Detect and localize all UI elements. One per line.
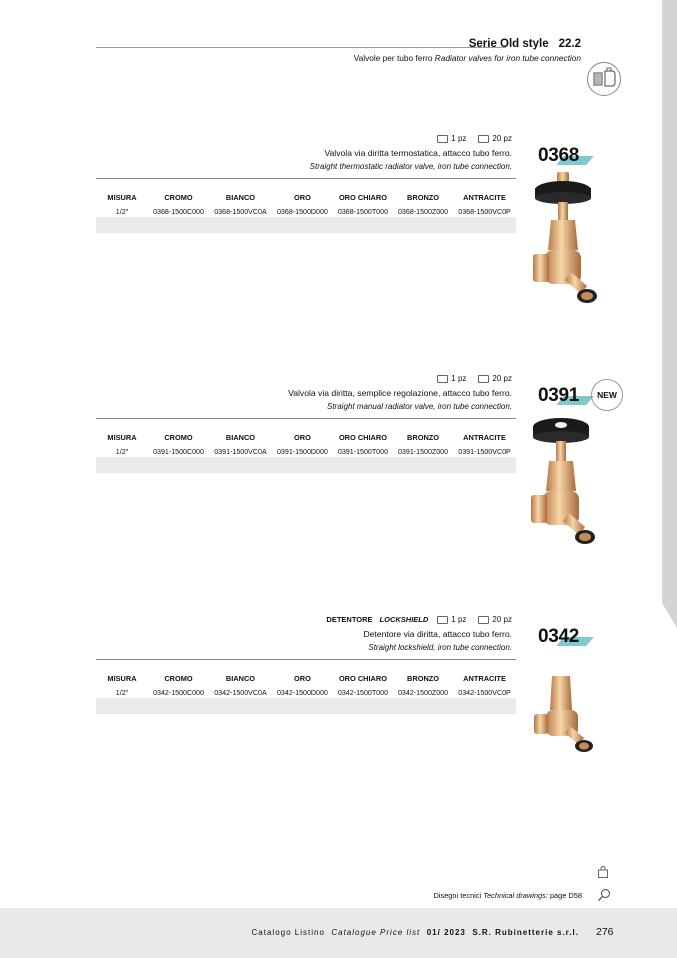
col-misura: MISURA — [107, 432, 137, 442]
side-index-tab — [662, 0, 677, 628]
box-icon — [437, 375, 448, 383]
box-icon — [437, 616, 448, 624]
radiator-valve-icon — [587, 62, 621, 96]
box-icon — [437, 135, 448, 143]
lockshield-image — [532, 672, 594, 764]
col-bronzo: BRONZO — [407, 432, 440, 442]
col-bronzo: BRONZO — [407, 673, 440, 683]
col-bianco: BIANCO — [225, 192, 256, 202]
bag-icon[interactable] — [597, 866, 609, 878]
col-oro: ORO — [294, 192, 311, 202]
col-misura: MISURA — [107, 192, 137, 202]
table-header-row — [96, 189, 516, 205]
product-code: 0342 — [538, 626, 580, 647]
page-number: 276 — [596, 926, 614, 938]
table-header-row — [96, 429, 516, 445]
table-band — [96, 457, 516, 473]
series-subtitle: Valvole per tubo ferro Radiator valves for iron tube connection — [353, 53, 581, 63]
footer-text: Catalogo Listino Catalogue Price list 01/ 2023 S.R. Rubinetterie s.r.l. — [251, 928, 579, 937]
product-description-en: Straight manual radiator valve, iron tube connection. — [327, 402, 512, 411]
section-rule — [96, 659, 516, 660]
col-antracite: ANTRACITE — [463, 673, 506, 683]
product-code: 0368 — [538, 145, 580, 166]
new-badge: NEW — [591, 379, 623, 411]
product-description-en: Straight thermostatic radiator valve, iron tube connection. — [309, 162, 512, 171]
header-rule — [96, 47, 506, 48]
series-name: Serie Old style — [468, 38, 549, 50]
carton-icon — [478, 616, 489, 624]
table-band — [96, 698, 516, 714]
carton-icon — [478, 375, 489, 383]
packaging-info: 1 pz 20 pz — [437, 374, 512, 383]
packaging-info: DETENTORE LOCKSHIELD 1 pz 20 pz — [326, 615, 512, 624]
manual-valve-image — [525, 415, 597, 555]
technical-drawings-ref: Disegni tecnici Technical drawings: page D58 — [433, 891, 582, 900]
section-rule — [96, 178, 516, 179]
code-table-0391 — [96, 429, 516, 458]
series-title — [469, 38, 581, 50]
col-misura: MISURA — [107, 673, 137, 683]
product-description-it: Valvola via diritta, semplice regolazione, attacco tubo ferro. — [288, 388, 512, 398]
table-header-row — [96, 670, 516, 686]
col-bronzo: BRONZO — [407, 192, 440, 202]
table-row: 1/2" 0391-1500C000 0391-1500VC0A 0391-1500D000 0391-1500T000 0391-1500Z000 0391-1500VC0P — [115, 447, 511, 456]
col-cromo: CROMO — [164, 192, 193, 202]
carton-icon — [478, 135, 489, 143]
lockshield-label-en: LOCKSHIELD — [379, 615, 429, 624]
code-table-0342 — [96, 670, 516, 699]
col-oro-chiaro: ORO CHIARO — [338, 192, 387, 202]
product-description-it: Detentore via diritta, attacco tubo ferro. — [363, 629, 512, 639]
col-antracite: ANTRACITE — [463, 192, 506, 202]
packaging-info: 1 pz 20 pz — [437, 134, 512, 143]
product-description-en: Straight lockshield, iron tube connection. — [368, 643, 512, 652]
table-row: 1/2" 0368-1500C000 0368-1500VC0A 0368-1500D000 0368-1500T000 0368-1500Z000 0368-1500VC0P — [115, 207, 511, 216]
code-table-0368 — [96, 189, 516, 218]
col-oro-chiaro: ORO CHIARO — [338, 432, 387, 442]
col-bianco: BIANCO — [225, 432, 256, 442]
table-row: 1/2" 0342-1500C000 0342-1500VC0A 0342-1500D000 0342-1500T000 0342-1500Z000 0342-1500VC0P — [115, 688, 511, 697]
col-antracite: ANTRACITE — [463, 432, 506, 442]
section-number: 22.2 — [558, 38, 581, 50]
product-code: 0391 — [538, 385, 580, 406]
col-oro: ORO — [294, 673, 311, 683]
table-band — [96, 217, 516, 233]
section-rule — [96, 418, 516, 419]
col-oro-chiaro: ORO CHIARO — [338, 673, 387, 683]
col-bianco: BIANCO — [225, 673, 256, 683]
thermostatic-valve-image — [527, 172, 599, 317]
col-cromo: CROMO — [164, 432, 193, 442]
col-oro: ORO — [294, 432, 311, 442]
search-icon[interactable] — [597, 888, 611, 902]
col-cromo: CROMO — [164, 673, 193, 683]
lockshield-label-it: DETENTORE — [326, 615, 373, 624]
product-description-it: Valvola via diritta termostatica, attacco tubo ferro. — [324, 148, 512, 158]
